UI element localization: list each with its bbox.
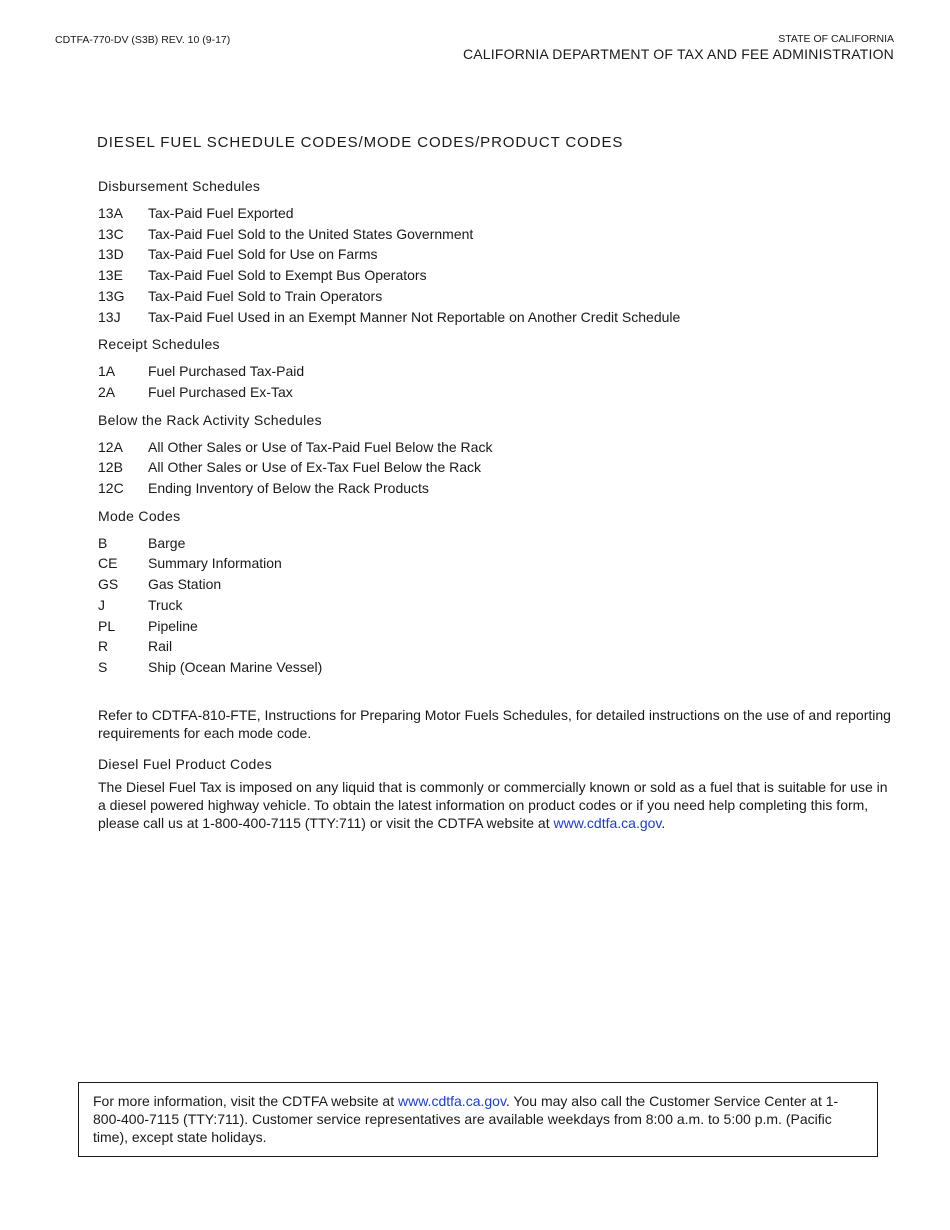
code-row bbox=[98, 265, 896, 286]
document-body bbox=[98, 178, 896, 832]
schedule-code: 12A bbox=[98, 438, 123, 455]
section-heading: Mode Codes bbox=[98, 507, 181, 524]
schedule-description: Tax-Paid Fuel Sold to Train Operators bbox=[148, 287, 383, 304]
section-heading: Disbursement Schedules bbox=[98, 178, 261, 194]
code-row bbox=[98, 382, 896, 403]
department-name: CALIFORNIA DEPARTMENT OF TAX AND FEE ADMINISTRATION bbox=[462, 46, 894, 62]
footer-text: For more information, visit the CDTFA website at bbox=[93, 1093, 398, 1109]
schedule-description: Truck bbox=[148, 596, 183, 613]
schedule-code: 13J bbox=[98, 308, 121, 325]
product-codes-text: The Diesel Fuel Tax is imposed on any liquid that is commonly or commercially known or sold as a fuel that is suitable for use in a diesel powered highway vehicle. To obtain the latest information on product codes or if you need help completing this form, please call us at 1-800-400-7115 (TTY:711) or visit the CDTFA website at bbox=[98, 778, 888, 831]
schedule-code: GS bbox=[98, 576, 119, 593]
schedule-description: Tax-Paid Fuel Exported bbox=[148, 205, 294, 221]
schedule-description: Tax-Paid Fuel Sold to Exempt Bus Operators bbox=[148, 267, 427, 284]
schedule-description: Summary Information bbox=[148, 555, 282, 572]
schedule-code: PL bbox=[98, 617, 116, 634]
schedule-code: CE bbox=[98, 555, 118, 572]
agency-block bbox=[463, 33, 894, 62]
section-heading: Below the Rack Activity Schedules bbox=[98, 411, 322, 428]
schedule-code: S bbox=[98, 658, 108, 675]
code-row bbox=[98, 457, 896, 478]
schedule-code: 12B bbox=[98, 459, 123, 476]
schedule-description: Ship (Ocean Marine Vessel) bbox=[148, 658, 323, 675]
state-label: STATE OF CALIFORNIA bbox=[778, 33, 894, 45]
schedule-code: 13E bbox=[98, 267, 123, 284]
code-row bbox=[98, 286, 896, 307]
code-row bbox=[98, 203, 896, 224]
code-row bbox=[98, 657, 896, 678]
code-row bbox=[98, 595, 896, 616]
schedule-code: 13D bbox=[98, 246, 124, 263]
schedule-description: Ending Inventory of Below the Rack Products bbox=[148, 480, 429, 497]
code-row bbox=[98, 224, 896, 245]
product-codes-heading: Diesel Fuel Product Codes bbox=[98, 755, 273, 772]
schedule-description: Barge bbox=[148, 534, 186, 551]
code-row bbox=[98, 244, 896, 265]
code-row bbox=[98, 361, 896, 382]
code-list bbox=[98, 361, 896, 402]
code-list bbox=[98, 437, 896, 499]
code-row bbox=[98, 553, 896, 574]
code-row bbox=[98, 616, 896, 637]
code-row bbox=[98, 478, 896, 499]
code-row bbox=[98, 574, 896, 595]
schedule-description: All Other Sales or Use of Tax-Paid Fuel Below the Rack bbox=[148, 438, 493, 455]
code-row bbox=[98, 307, 896, 328]
schedule-description: Tax-Paid Fuel Used in an Exempt Manner Not Reportable on Another Credit Schedule bbox=[148, 308, 681, 325]
code-list bbox=[98, 533, 896, 678]
form-id: CDTFA-770-DV (S3B) REV. 10 (9-17) bbox=[55, 34, 231, 46]
schedule-code: 2A bbox=[98, 383, 116, 400]
code-row bbox=[98, 437, 896, 458]
footer-website-link[interactable]: www.cdtfa.ca.gov bbox=[398, 1093, 506, 1109]
schedule-description: Gas Station bbox=[148, 576, 222, 593]
schedule-sections bbox=[98, 178, 896, 678]
schedule-code: J bbox=[98, 596, 105, 613]
schedule-code: B bbox=[98, 534, 108, 551]
schedule-description: Pipeline bbox=[148, 617, 198, 634]
code-list bbox=[98, 203, 896, 327]
schedule-code: 1A bbox=[98, 363, 116, 380]
section-heading: Receipt Schedules bbox=[98, 336, 220, 353]
schedule-description: Tax-Paid Fuel Sold for Use on Farms bbox=[148, 246, 378, 263]
footer-text-end: . You may also call the Customer Service Center at 1-800-400-7115 (TTY:711). Customer service representatives are available weekdays from 8:00 a.m. to 5:00 p.m. (Pacific time), except state holidays. bbox=[93, 1093, 839, 1145]
schedule-code: 12C bbox=[98, 480, 124, 497]
schedule-code: 13C bbox=[98, 225, 124, 242]
schedule-code: 13A bbox=[98, 205, 123, 221]
footer-info-box bbox=[78, 1082, 878, 1157]
schedule-code: 13G bbox=[98, 287, 125, 304]
code-row bbox=[98, 533, 896, 554]
schedule-description: Tax-Paid Fuel Sold to the United States Government bbox=[148, 225, 474, 242]
code-row bbox=[98, 636, 896, 657]
schedule-code: R bbox=[98, 638, 109, 655]
product-codes-paragraph bbox=[98, 778, 896, 832]
page-title: DIESEL FUEL SCHEDULE CODES/MODE CODES/PRODUCT CODES bbox=[97, 134, 624, 151]
schedule-description: Fuel Purchased Ex-Tax bbox=[148, 383, 293, 400]
schedule-description: Fuel Purchased Tax-Paid bbox=[148, 363, 305, 380]
refer-paragraph: Refer to CDTFA-810-FTE, Instructions for Preparing Motor Fuels Schedules, for detailed instructions on the use of and reporting requirements for each mode code. bbox=[98, 706, 891, 741]
schedule-description: All Other Sales or Use of Ex-Tax Fuel Below the Rack bbox=[148, 459, 482, 476]
product-codes-text-end: . bbox=[661, 814, 666, 831]
schedule-description: Rail bbox=[148, 638, 173, 655]
cdtfa-website-link[interactable]: www.cdtfa.ca.gov bbox=[553, 814, 662, 831]
